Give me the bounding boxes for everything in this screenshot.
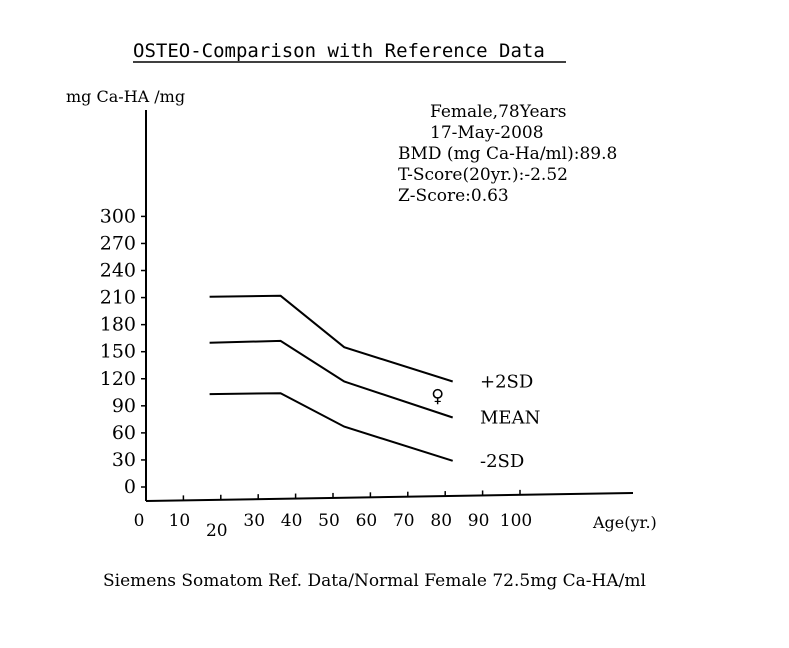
x-tick-label: 100 bbox=[499, 511, 533, 531]
x-tick-label: 0 bbox=[133, 511, 145, 531]
patient-info bbox=[398, 102, 617, 206]
x-tick-label: 90 bbox=[467, 511, 490, 531]
x-tick-label: 60 bbox=[355, 511, 378, 531]
info-bmd: BMD (mg Ca-Ha/ml):89.8 bbox=[398, 144, 618, 164]
chart-title: OSTEO-Comparison with Reference Data bbox=[133, 40, 545, 62]
patient-marker-icon: ♀ bbox=[431, 385, 445, 407]
x-tick-label: 30 bbox=[243, 511, 266, 531]
series-label: +2SD bbox=[480, 371, 534, 393]
y-tick-label: 90 bbox=[111, 394, 136, 417]
y-tick-label: 240 bbox=[99, 259, 136, 282]
x-axis bbox=[146, 493, 633, 501]
x-tick-label: 80 bbox=[430, 511, 453, 531]
y-tick-label: 270 bbox=[99, 232, 136, 255]
x-tick-label: 40 bbox=[280, 511, 303, 531]
y-tick-label: 210 bbox=[99, 286, 136, 309]
info-z-score: Z-Score:0.63 bbox=[398, 186, 509, 206]
y-tick-label: 300 bbox=[99, 205, 136, 228]
x-ticks bbox=[134, 490, 533, 541]
y-tick-label: 180 bbox=[99, 313, 136, 336]
x-tick-label: 70 bbox=[392, 511, 415, 531]
x-tick-label: 20 bbox=[205, 521, 228, 541]
x-axis-label: Age(yr.) bbox=[593, 513, 657, 532]
y-axis-label: mg Ca-HA /mg bbox=[66, 87, 186, 106]
chart-footer: Siemens Somatom Ref. Data/Normal Female 72.5mg Ca-HA/ml bbox=[103, 571, 646, 591]
y-tick-label: 30 bbox=[111, 448, 136, 471]
info-sex-age: Female,78Years bbox=[430, 102, 567, 122]
series-line bbox=[210, 296, 453, 382]
y-tick-label: 60 bbox=[111, 421, 136, 444]
info-t-score: T-Score(20yr.):-2.52 bbox=[398, 165, 568, 185]
x-tick-label: 50 bbox=[318, 511, 340, 531]
series-label: MEAN bbox=[480, 407, 541, 429]
x-tick-label: 10 bbox=[168, 511, 191, 531]
series-labels bbox=[480, 371, 540, 471]
y-tick-label: 120 bbox=[99, 367, 136, 390]
series-lines bbox=[210, 296, 453, 461]
info-date: 17-May-2008 bbox=[430, 123, 544, 143]
y-ticks bbox=[100, 205, 146, 498]
y-tick-label: 0 bbox=[123, 476, 136, 498]
series-line bbox=[210, 393, 453, 461]
series-label: -2SD bbox=[480, 450, 525, 472]
y-tick-label: 150 bbox=[99, 340, 136, 363]
series-line bbox=[210, 341, 453, 418]
